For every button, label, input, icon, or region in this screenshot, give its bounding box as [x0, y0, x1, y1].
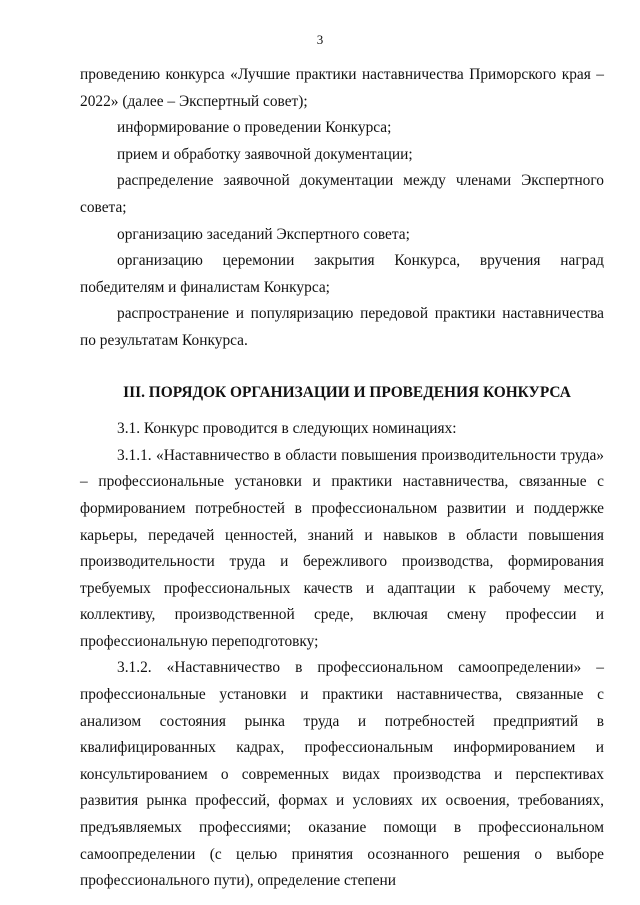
paragraph-8: 3.1. Конкурс проводится в следующих номинациях: [117, 420, 457, 438]
section-heading: III. ПОРЯДОК ОРГАНИЗАЦИИ И ПРОВЕДЕНИЯ КОНКУРСА [123, 383, 571, 401]
paragraph-6: организацию церемонии закрытия Конкурса, вручения наград победителям и финалистам Конкурса; [80, 252, 604, 296]
page-number: 3 [316, 32, 324, 47]
paragraph-7: распространение и популяризацию передовой практики наставничества по результатам Конкурса. [80, 305, 604, 349]
paragraph-3: прием и обработку заявочной документации; [117, 145, 413, 163]
document-body [80, 62, 604, 895]
paragraph-10: 3.1.2. «Наставничество в профессиональном самоопределении» – профессиональные установки и практики наставничества, связанные с анализом состояния рынка труда и потребностей предприятий в квалифицированных кадрах, профессиональным информированием и консультированием о современных видах производства и перспективах развития рынка профессий, формах и условиях их освоения, требованиях, предъявляемых профессиями; оказание помощи в профессиональном самоопределении (с целью принятия осознанного решения о выборе профессионального пути), определение степени [80, 659, 604, 890]
paragraph-2: информирование о проведении Конкурса; [117, 119, 392, 137]
paragraph-4: распределение заявочной документации между членами Экспертного совета; [80, 172, 604, 216]
paragraph-5: организацию заседаний Экспертного совета; [117, 225, 410, 243]
paragraph-1: проведению конкурса «Лучшие практики наставничества Приморского края – 2022» (далее – Экспертный совет); [80, 66, 604, 110]
paragraph-9: 3.1.1. «Наставничество в области повышения производительности труда» – профессиональные установки и практики наставничества, связанные с формированием потребностей в профессиональном развитии и поддержке карьеры, передачей ценностей, знаний и навыков в области повышения производительности труда и бережливого производства, формирования требуемых профессиональных качеств и адаптации к рабочему месту, коллективу, производственной среде, включая смену профессии и профессиональную переподготовку; [80, 446, 604, 650]
